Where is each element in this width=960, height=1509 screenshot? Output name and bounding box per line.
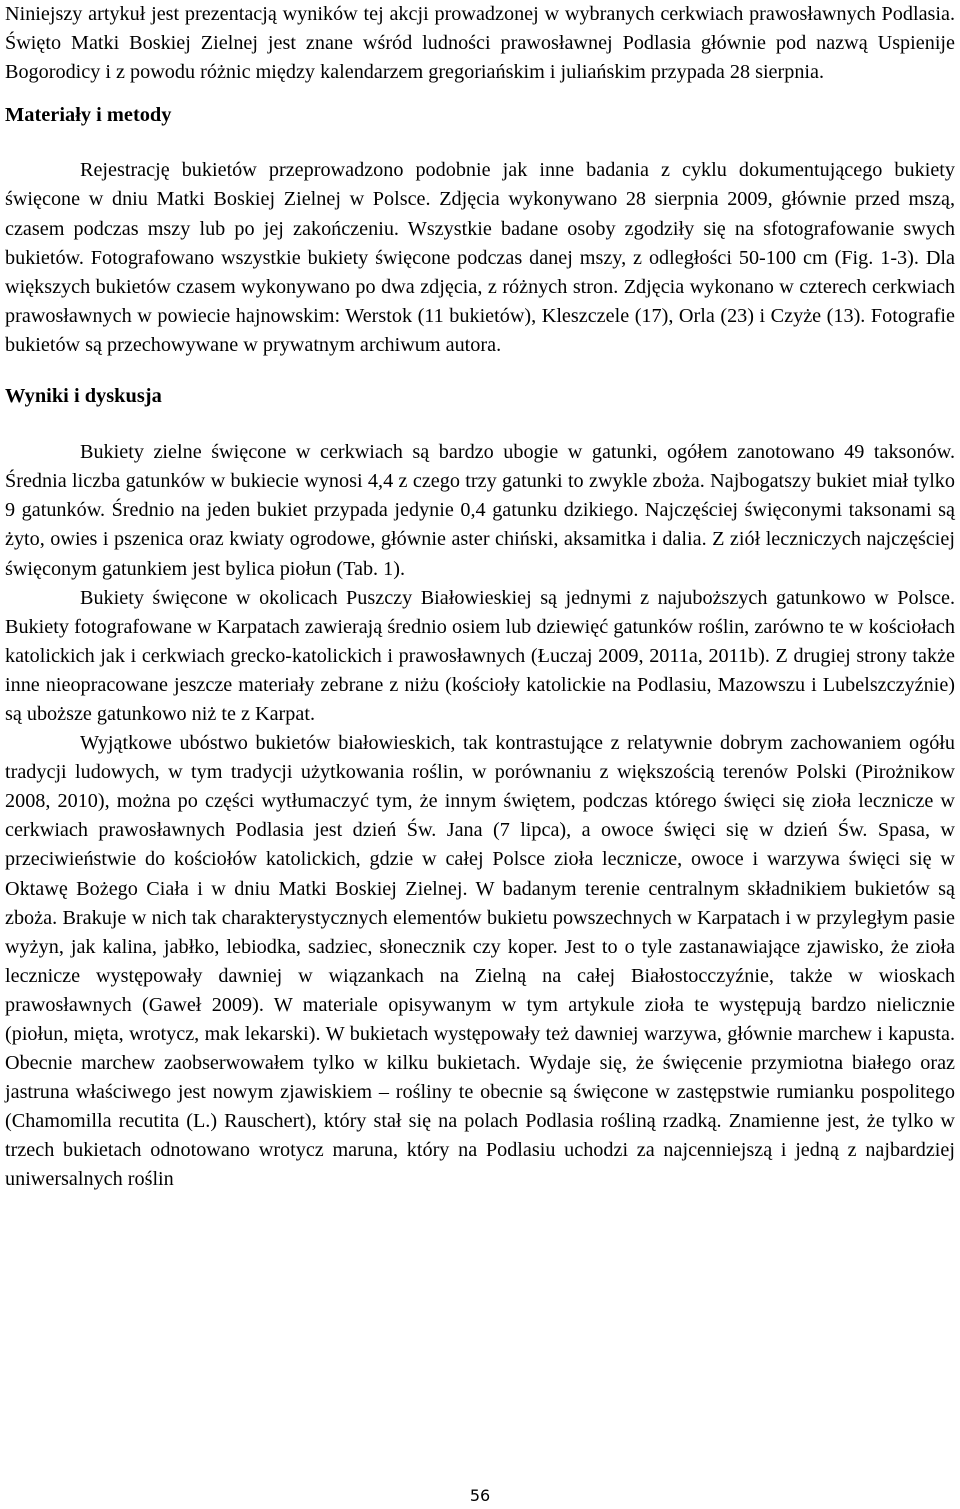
methods-paragraph: Rejestrację bukietów przeprowadzono podobnie jak inne badania z cyklu dokumentującego bukiety święcone w dniu Matki Boskiej Zielnej w Polsce. Zdjęcia wykonywano 28 sierpnia 2009, głównie przed mszą, czasem podczas mszy lub po jej zakończeniu. Wszystkie badane osoby zgodziły się na sfotografowanie swych bukietów. Fotografowano wszystkie bukiety święcone podczas danej mszy, z odległości 50-100 cm (Fig. 1-3). Dla większych bukietów czasem wykonywano po dwa zdjęcia, z różnych stron. Zdjęcia wykonano w czterech cerkwiach prawosławnych w powiecie hajnowskim: Werstok (11 bukietów), Kleszczele (17), Orla (23) i Czyże (13). Fotografie bukietów są przechowywane w prywatnym archiwum autora. xyxy=(5,159,955,356)
results-paragraph-2: Bukiety święcone w okolicach Puszczy Białowieskiej są jednymi z najuboższych gatunkowo w Polsce. Bukiety fotografowane w Karpatach zawierają średnio osiem lub dziewięć gatunków roślin, zarówno te w kościołach katolickich jak i cerkwiach grecko-katolickich i prawosławnych (Łuczaj 2009, 2011a, 2011b). Z drugiej strony także inne nieopracowane jeszcze materiały zebrane z niżu (kościoły katolickie na Podlasiu, Mazowszu i Lubelszczyźnie) są uboższe gatunkowo niż te z Karpat. xyxy=(5,586,955,725)
intro-paragraph: Niniejszy artykuł jest prezentacją wyników tej akcji prowadzonej w wybranych cerkwiach prawosławnych Podlasia. Święto Matki Boskiej Zielnej jest znane wśród ludności prawosławnej Podlasia głównie pod nazwą Uspienije Bogorodicy i z powodu różnic między kalendarzem gregoriańskim i juliańskim przypada 28 sierpnia. xyxy=(5,3,955,84)
results-paragraph-1: Bukiety zielne święcone w cerkwiach są bardzo ubogie w gatunki, ogółem zanotowano 49 taksonów. Średnia liczba gatunków w bukiecie wynosi 4,4 z czego trzy gatunki to zwykle zboża. Najbogatszy bukiet miał tylko 9 gatunków. Średnio na jeden bukiet przypada jedynie 0,4 gatunku dzikiego. Najczęściej święconymi taksonami są żyto, owies i pszenica oraz kwiaty ogrodowe, głównie aster chiński, aksamitka i dalia. Z ziół leczniczych najczęściej święconym gatunkiem jest bylica piołun (Tab. 1). xyxy=(5,441,955,580)
section-heading-results: Wyniki i dyskusja xyxy=(5,385,162,408)
document-page xyxy=(5,0,955,1195)
page-number: 56 xyxy=(469,1486,491,1505)
section-heading-methods: Materiały i metody xyxy=(5,104,172,127)
results-paragraph-3: Wyjątkowe ubóstwo bukietów białowieskich, tak kontrastujące z relatywnie dobrym zachowaniem ogółu tradycji ludowych, w tym tradycji użytkowania roślin, w porównaniu z większością terenów Polski (Pirożnikow 2008, 2010), można po części wytłumaczyć tym, że innym świętem, podczas którego święci się zioła lecznicze w cerkwiach prawosławnych Podlasia jest dzień Św. Jana (7 lipca), a owoce święci się w dzień Św. Spasa, w przeciwieństwie do kościołów katolickich, gdzie w całej Polsce zioła lecznicze, owoce i warzywa święci się w Oktawę Bożego Ciała i w dniu Matki Boskiej Zielnej. W badanym terenie centralnym składnikiem bukietów są zboża. Brakuje w nich tak charakterystycznych elementów bukietu powszechnych w Karpatach i w przyległym pasie wyżyn, jak kalina, jabłko, lebiodka, sadziec, słonecznik czy koper. Jest to o tyle zastanawiające zjawisko, że zioła lecznicze występowały dawniej w wiązankach na Zielną na całej Białostocczyźnie, także w wioskach prawosławnych (Gaweł 2009). W materiale opisywanym w tym artykule zioła te występują bardzo nielicznie (piołun, mięta, wrotycz, mak lekarski). W bukietach występowały też dawniej warzywa, głównie marchew i kapusta. Obecnie marchew zaobserwowałem tylko w kilku bukietach. Wydaje się, że święcenie przymiotna białego oraz jastruna właściwego jest nowym zjawiskiem – rośliny te obecnie są święcone w zastępstwie rumianku pospolitego (Chamomilla recutita (L.) Rauschert), który stał się na polach Podlasia rośliną rzadką. Znamienne jest, że tylko w trzech bukietach odnotowano wrotycz maruna, który na Podlasiu uchodzi za najcenniejszą i jedną z najbardziej uniwersalnych roślin xyxy=(5,732,955,1191)
